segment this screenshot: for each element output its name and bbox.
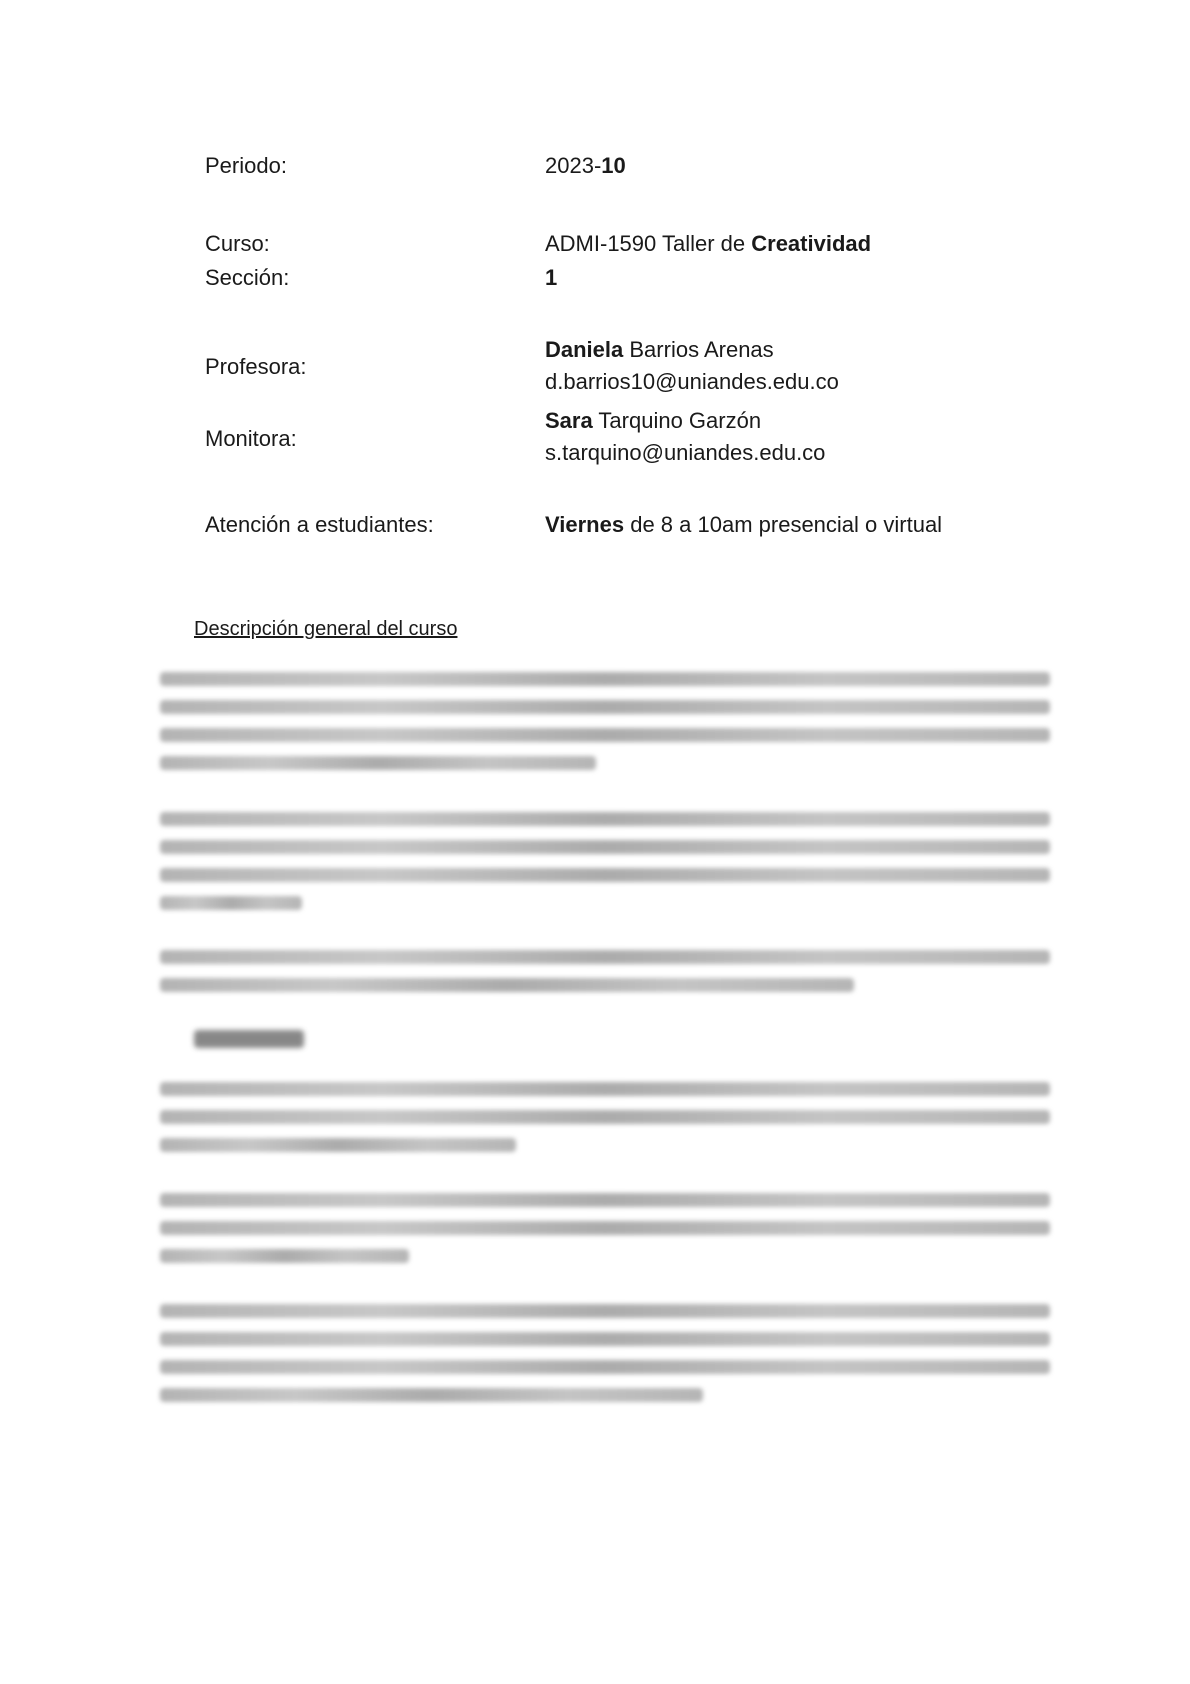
atencion-details: de 8 a 10am presencial o virtual	[624, 512, 943, 537]
monitora-first-name: Sara	[545, 408, 593, 433]
blurred-paragraph-1	[160, 672, 1050, 784]
atencion-day: Viernes	[545, 512, 625, 537]
curso-code: ADMI-1590 Taller de	[545, 231, 752, 256]
periodo-value	[545, 150, 626, 182]
periodo-label: Periodo:	[205, 153, 287, 178]
blurred-paragraph-3	[160, 950, 1050, 1006]
atencion-value	[545, 509, 942, 541]
blurred-paragraph-6	[160, 1304, 1050, 1416]
monitora-name	[545, 405, 761, 437]
atencion-label: Atención a estudiantes:	[205, 512, 434, 537]
blurred-paragraph-5	[160, 1193, 1050, 1277]
monitora-last-name: Tarquino Garzón	[592, 408, 762, 433]
blurred-paragraph-2	[160, 812, 1050, 924]
seccion-value: 1	[545, 265, 558, 290]
profesora-name	[545, 334, 774, 366]
profesora-label: Profesora:	[205, 354, 307, 379]
seccion-label: Sección:	[205, 265, 290, 290]
blurred-heading-justificacion	[194, 1030, 304, 1048]
profesora-email: d.barrios10@uniandes.edu.co	[545, 369, 839, 394]
curso-name-bold: Creatividad	[751, 231, 872, 256]
profesora-first-name: Daniela	[545, 337, 624, 362]
curso-label: Curso:	[205, 231, 270, 256]
curso-value	[545, 228, 871, 260]
profesora-last-name: Barrios Arenas	[623, 337, 774, 362]
descripcion-title: Descripción general del curso	[194, 618, 458, 640]
blurred-paragraph-4	[160, 1082, 1050, 1166]
monitora-label: Monitora:	[205, 426, 297, 451]
periodo-year: 2023-	[545, 153, 602, 178]
periodo-term: 10	[601, 153, 626, 178]
monitora-email: s.tarquino@uniandes.edu.co	[545, 440, 826, 465]
